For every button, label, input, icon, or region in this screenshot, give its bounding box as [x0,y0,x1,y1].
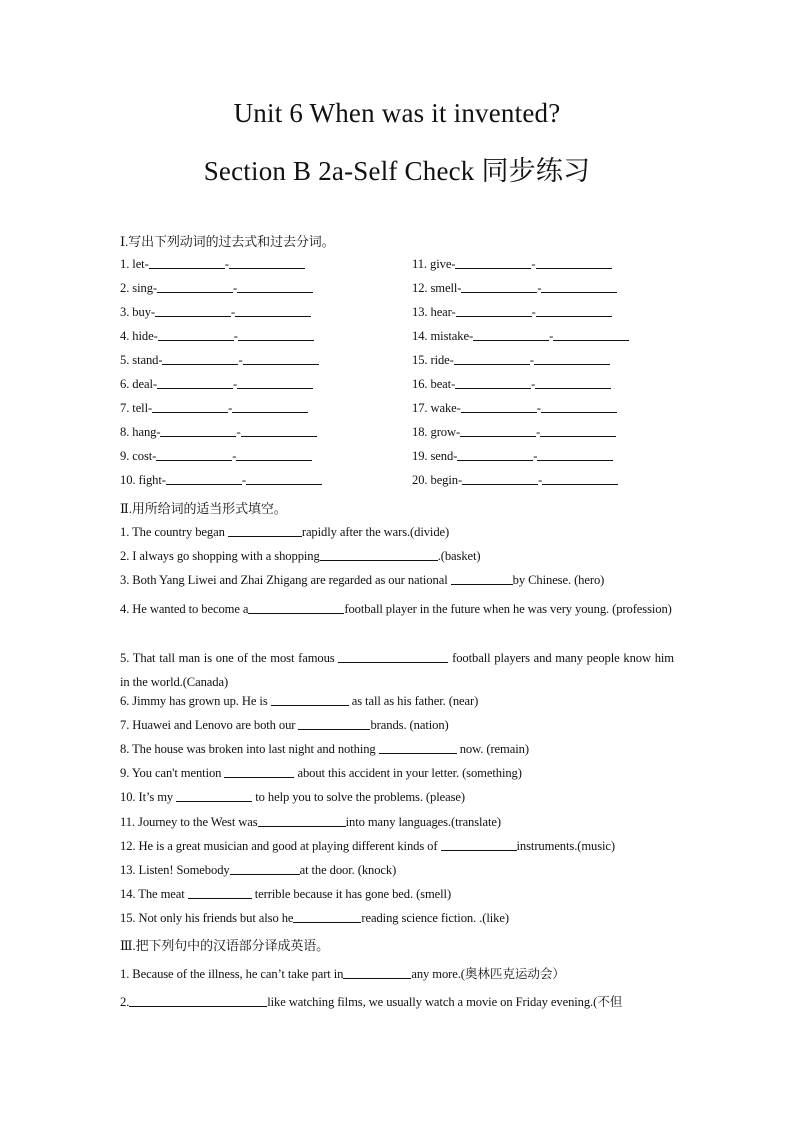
verb-item [412,281,617,296]
verb-separator: - [529,353,534,367]
verb-item [412,257,612,272]
item-text: by Chinese. (hero) [512,573,605,587]
verb-label: 4. hide- [120,329,158,343]
answer-blank[interactable] [258,825,346,827]
fill-blank-item [120,766,522,781]
item-text: instruments.(music) [516,839,616,853]
verb-label: 10. fight- [120,473,166,487]
item-text: football player in the future when he was very young. (profession) [344,602,672,616]
item-text: now. (remain) [456,742,529,756]
verb-separator: - [224,257,229,271]
fill-blank-item [120,839,615,854]
verb-label: 8. hang- [120,425,161,439]
verb-item [120,305,311,320]
item-text: into many languages.(translate) [345,815,501,829]
verb-item [120,353,319,368]
verb-label: 2. sing- [120,281,157,295]
answer-blank[interactable] [248,612,344,614]
verb-label: 20. begin- [412,473,463,487]
verb-separator: - [241,473,246,487]
past-tense-blank[interactable] [454,363,530,365]
verb-item [120,425,317,440]
verb-label: 5. stand- [120,353,163,367]
past-participle-blank[interactable] [537,459,613,461]
past-participle-blank[interactable] [236,459,312,461]
item-text: rapidly after the wars.(divide) [301,525,450,539]
answer-blank[interactable] [188,897,252,899]
past-participle-blank[interactable] [540,435,616,437]
past-tense-blank[interactable] [157,387,233,389]
past-participle-blank[interactable] [235,315,311,317]
answer-blank[interactable] [129,1005,267,1007]
answer-blank[interactable] [320,559,438,561]
verb-label: 16. beat- [412,377,456,391]
item-text: 5. That tall man is one of the most famous [120,651,339,665]
past-tense-blank[interactable] [157,291,233,293]
verb-label: 14. mistake- [412,329,474,343]
verb-item [120,257,305,272]
answer-blank[interactable] [441,849,517,851]
item-text: 12. He is a great musician and good at playing different kinds of [120,839,441,853]
item-text: 14. The meat [120,887,188,901]
past-tense-blank[interactable] [152,411,228,413]
item-text: any more.(奥林匹克运动会） [411,967,565,981]
verb-label: 11. give- [412,257,456,271]
verb-separator: - [238,353,243,367]
verb-item [120,377,313,392]
translation-item [120,991,622,1010]
verb-item [120,281,313,296]
verb-item [120,449,312,464]
item-text: 15. Not only his friends but also he [120,911,294,925]
past-participle-blank[interactable] [229,267,305,269]
verb-label: 18. grow- [412,425,461,439]
past-tense-blank[interactable] [461,411,537,413]
fill-blank-item [120,742,529,757]
verb-item [412,425,616,440]
item-text: 6. Jimmy has grown up. He is [120,694,271,708]
item-text: about this accident in your letter. (something) [294,766,522,780]
item-text: 9. You can't mention [120,766,225,780]
answer-blank[interactable] [338,661,448,663]
verb-label: 17. wake- [412,401,461,415]
past-tense-blank[interactable] [162,363,238,365]
answer-blank[interactable] [293,921,361,923]
item-text: 3. Both Yang Liwei and Zhai Zhigang are regarded as our national [120,573,451,587]
verb-separator: - [537,281,542,295]
verb-item [412,329,629,344]
past-participle-blank[interactable] [243,363,319,365]
past-participle-blank[interactable] [536,267,612,269]
fill-blank-item [120,887,451,902]
item-text: 1. The country began [120,525,228,539]
verb-label: 13. hear- [412,305,456,319]
past-participle-blank[interactable] [536,315,612,317]
item-text: 11. Journey to the West was [120,815,258,829]
item-text: 8. The house was broken into last night and nothing [120,742,379,756]
item-text: 7. Huawei and Lenovo are both our [120,718,299,732]
answer-blank[interactable] [451,583,513,585]
past-tense-blank[interactable] [462,483,538,485]
verb-item [120,329,314,344]
fill-blank-item [120,863,396,878]
verb-label: 6. deal- [120,377,157,391]
past-tense-blank[interactable] [473,339,549,341]
item-text: 2. [120,995,130,1009]
past-participle-blank[interactable] [534,363,610,365]
fill-blank-item [120,597,674,621]
fill-blank-item [120,790,465,805]
verb-item [412,473,618,488]
answer-blank[interactable] [298,728,370,730]
section2-heading: Ⅱ.用所给词的适当形式填空。 [120,501,287,516]
verb-label: 19. send- [412,449,458,463]
answer-blank[interactable] [343,977,411,979]
verb-item [412,353,610,368]
verb-separator: - [549,329,554,343]
verb-label: 12. smell- [412,281,462,295]
verb-item [412,449,613,464]
past-participle-blank[interactable] [238,339,314,341]
verb-separator: - [230,305,236,319]
verb-separator: - [536,401,541,415]
past-participle-blank[interactable] [553,339,629,341]
verb-separator: - [531,257,536,271]
item-text: football players and many people know him in the world.(Canada) [120,651,674,689]
past-participle-blank[interactable] [541,291,617,293]
past-tense-blank[interactable] [457,459,533,461]
past-tense-blank[interactable] [155,315,231,317]
past-tense-blank[interactable] [149,267,225,269]
verb-label: 7. tell- [120,401,153,415]
translation-item [120,963,565,982]
section3-heading: Ⅲ.把下列句中的汉语部分译成英语。 [120,938,330,953]
fill-blank-item [120,718,449,733]
item-text: 10. It’s my [120,790,177,804]
item-text: to help you to solve the problems. (please) [252,790,465,804]
verb-label: 1. let- [120,257,149,271]
verb-label: 3. buy- [120,305,155,319]
verb-separator: - [236,425,241,439]
past-tense-blank[interactable] [455,267,531,269]
verb-separator: - [232,281,238,295]
item-text: as tall as his father. (near) [348,694,479,708]
answer-blank[interactable] [230,873,300,875]
item-text: 1. Because of the illness, he can’t take part in [120,967,344,981]
verb-item [412,305,612,320]
answer-blank[interactable] [228,535,302,537]
past-participle-blank[interactable] [232,411,308,413]
item-text: 4. He wanted to become a [120,602,249,616]
answer-blank[interactable] [224,776,294,778]
item-text: brands. (nation) [370,718,449,732]
verb-separator: - [536,425,541,439]
item-text: terrible because it has gone bed. (smell) [251,887,452,901]
verb-item [412,377,611,392]
verb-separator: - [232,449,237,463]
fill-blank-item [120,646,674,694]
answer-blank[interactable] [379,752,457,754]
answer-blank[interactable] [271,704,349,706]
fill-blank-item [120,694,478,709]
verb-item [120,401,308,416]
fill-blank-item [120,549,481,564]
item-text: 13. Listen! Somebody [120,863,230,877]
past-tense-blank[interactable] [456,315,532,317]
verb-separator: - [233,329,238,343]
section1-heading: Ⅰ.写出下列动词的过去式和过去分词。 [120,234,335,249]
past-tense-blank[interactable] [461,291,537,293]
verb-separator: - [232,377,238,391]
verb-label: 9. cost- [120,449,157,463]
verb-separator: - [538,473,543,487]
past-tense-blank[interactable] [158,339,234,341]
verb-separator: - [531,305,536,319]
past-tense-blank[interactable] [156,459,232,461]
verb-item [412,401,617,416]
fill-blank-item [120,525,449,540]
verb-separator: - [228,401,233,415]
fill-blank-item [120,573,604,588]
page-subtitle: Section B 2a-Self Check 同步练习 [203,156,591,186]
item-text: .(basket) [437,549,481,563]
item-text: like watching films, we usually watch a movie on Friday evening.(不但 [267,995,623,1009]
item-text: reading science fiction. .(like) [361,911,509,925]
verb-label: 15. ride- [412,353,454,367]
past-participle-blank[interactable] [237,387,313,389]
past-tense-blank[interactable] [460,435,536,437]
past-participle-blank[interactable] [241,435,317,437]
fill-blank-item [120,815,501,830]
past-participle-blank[interactable] [541,411,617,413]
page-title: Unit 6 When was it invented? [233,98,561,128]
past-participle-blank[interactable] [237,291,313,293]
item-text: at the door. (knock) [299,863,397,877]
fill-blank-item [120,911,509,926]
answer-blank[interactable] [176,800,252,802]
verb-item [120,473,322,488]
past-participle-blank[interactable] [535,387,611,389]
verb-separator: - [533,449,538,463]
item-text: 2. I always go shopping with a shopping [120,549,320,563]
past-participle-blank[interactable] [542,483,618,485]
past-participle-blank[interactable] [246,483,322,485]
past-tense-blank[interactable] [166,483,242,485]
verb-separator: - [531,377,536,391]
past-tense-blank[interactable] [160,435,236,437]
past-tense-blank[interactable] [455,387,531,389]
